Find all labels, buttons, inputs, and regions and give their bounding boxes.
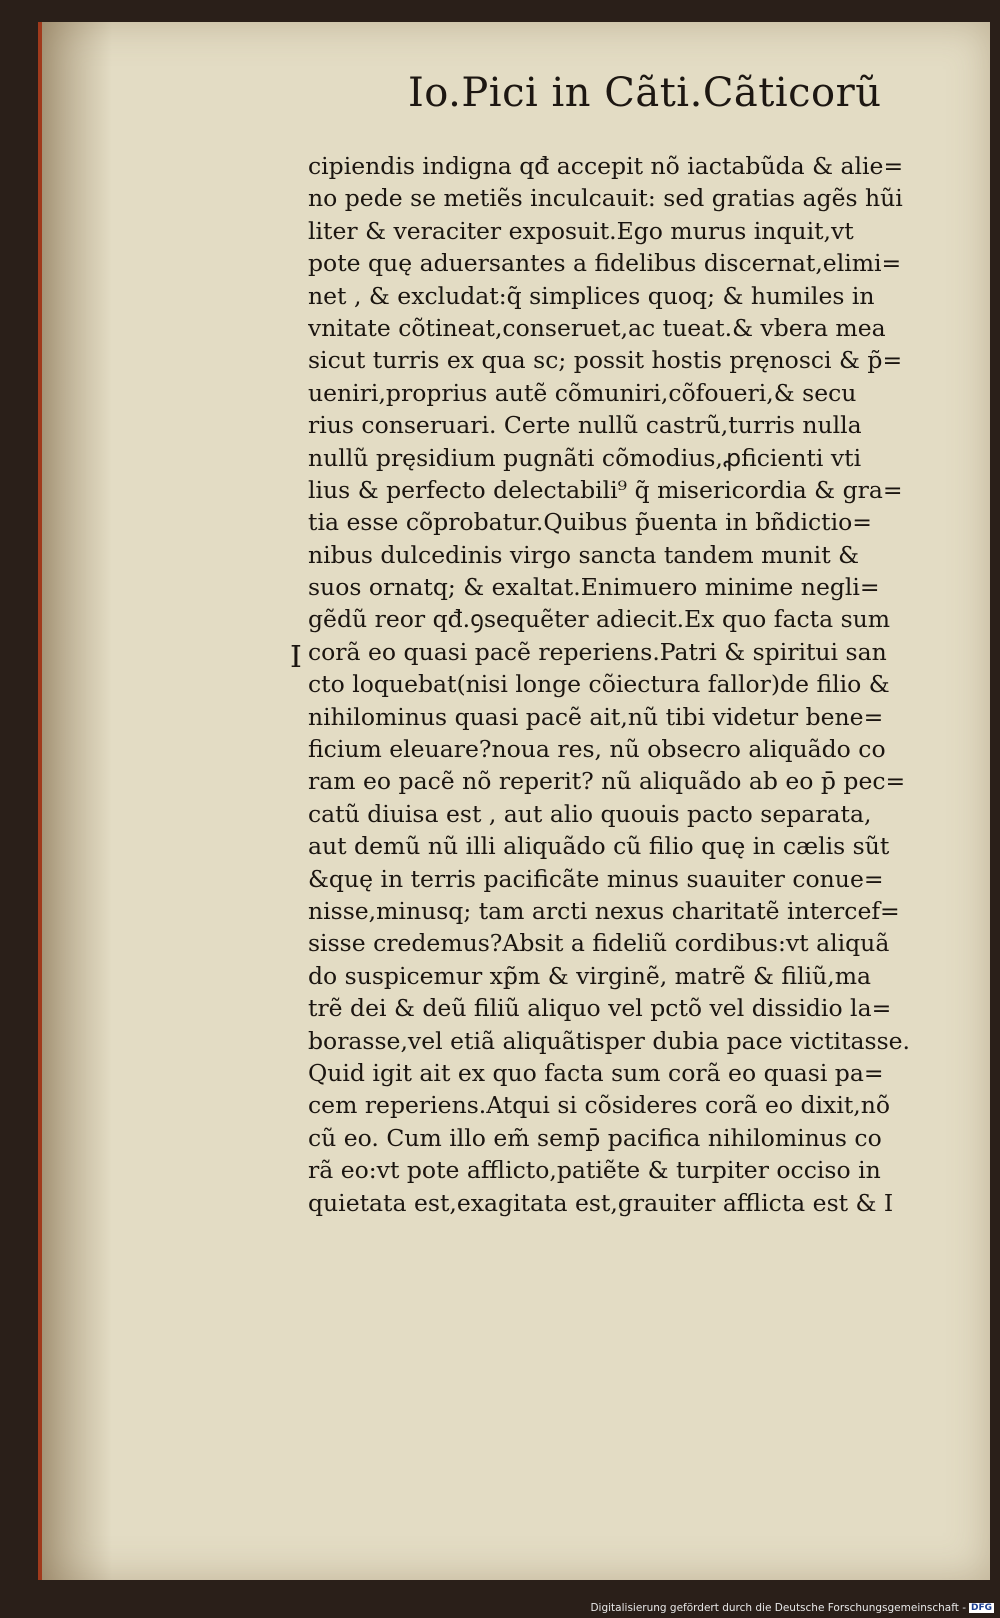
text-line: trẽ dei & deũ filiũ aliquo vel pctõ vel dissidio la= — [308, 994, 892, 1023]
text-line: Quid igit ait ex quo facta sum corã eo quasi pa= — [308, 1058, 884, 1087]
text-line: gẽdũ reor qđ.ꝯsequẽter adiecit.Ex quo facta sum — [308, 605, 891, 634]
text-line: rius conseruari. Certe nullũ castrũ,turris nulla — [308, 411, 862, 440]
text-line: cũ eo. Cum illo em̃ semp̄ pacifica nihilominus co — [308, 1123, 882, 1152]
text-line: cem reperiens.Atqui si cõsideres corã eo dixit,nõ — [308, 1091, 891, 1120]
text-line: tia esse cõprobatur.Quibus p̃uenta in bñdictio= — [308, 508, 872, 537]
text-line: lius & perfecto delectabili⁹ q̃ misericordia & gra= — [308, 475, 903, 504]
text-line: quietata est,exagitata est,grauiter afflicta est & I — [308, 1188, 894, 1217]
text-line: catũ diuisa est , aut alio quouis pacto separata, — [308, 799, 872, 828]
running-head: Io.Pici in Cãti.Cãticorũ — [408, 70, 882, 116]
gutter-shadow — [42, 22, 112, 1580]
footer-credit: Digitalisierung gefördert durch die Deutsche Forschungsgemeinschaft - — [590, 1602, 966, 1614]
text-line: ueniri,proprius autẽ cõmuniri,cõfoueri,& secu — [308, 378, 857, 407]
text-line: corã eo quasi pacẽ reperiens.Patri & spiritui san — [308, 637, 887, 666]
text-line: nihilominus quasi pacẽ ait,nũ tibi videtur bene= — [308, 702, 884, 731]
text-line: rã eo:vt pote afflicto,patiẽte & turpiter occiso in — [308, 1156, 881, 1185]
text-line: borasse,vel etiã aliquãtisper dubia pace victitasse. — [308, 1026, 911, 1055]
text-line: nisse,minusq; tam arcti nexus charitatẽ intercef= — [308, 896, 900, 925]
text-line: net , & excludat:q̃ simplices quoq; & humiles in — [308, 281, 875, 310]
marginal-mark: I — [290, 640, 302, 675]
text-line: ficium eleuare?noua res, nũ obsecro aliquãdo co — [308, 735, 886, 764]
dfg-logo: DFG — [970, 1603, 992, 1613]
text-line: liter & veraciter exposuit.Ego murus inquit,vt — [308, 216, 854, 245]
digitization-footer — [590, 1602, 994, 1614]
text-line: vnitate cõtineat,conseruet,ac tueat.& vbera mea — [308, 313, 886, 342]
text-line: pote quę aduersantes a fidelibus discernat,elimi= — [308, 249, 902, 278]
text-line: sicut turris ex qua sc; possit hostis pręnosci & p̃= — [308, 346, 903, 375]
text-line: cipiendis indigna qđ accepit nõ iactabũda & alie= — [308, 152, 904, 180]
text-line: &quę in terris pacificãte minus suauiter conue= — [308, 864, 884, 893]
text-line: aut demũ nũ illi aliquãdo cũ filio quę in cælis sũt — [308, 832, 890, 861]
text-line: nullũ pręsidium pugnãti cõmodius,ꝓficienti vti — [308, 443, 862, 472]
text-line: suos ornatq; & exaltat.Enimuero minime negli= — [308, 573, 880, 602]
text-line: nibus dulcedinis virgo sancta tandem munit & — [308, 540, 860, 569]
text-line: no pede se metiẽs inculcauit: sed gratias agẽs hũi — [308, 184, 903, 213]
body-text — [308, 150, 968, 1219]
text-line: cto loquebat(nisi longe cõiectura fallor)de filio & — [308, 670, 890, 699]
text-line: ram eo pacẽ nõ reperit? nũ aliquãdo ab eo p̄ pec= — [308, 767, 906, 796]
text-line: do suspicemur xp̃m & virginẽ, matrẽ & filiũ,ma — [308, 961, 872, 990]
text-line: sisse credemus?Absit a fideliũ cordibus:vt aliquã — [308, 929, 890, 958]
